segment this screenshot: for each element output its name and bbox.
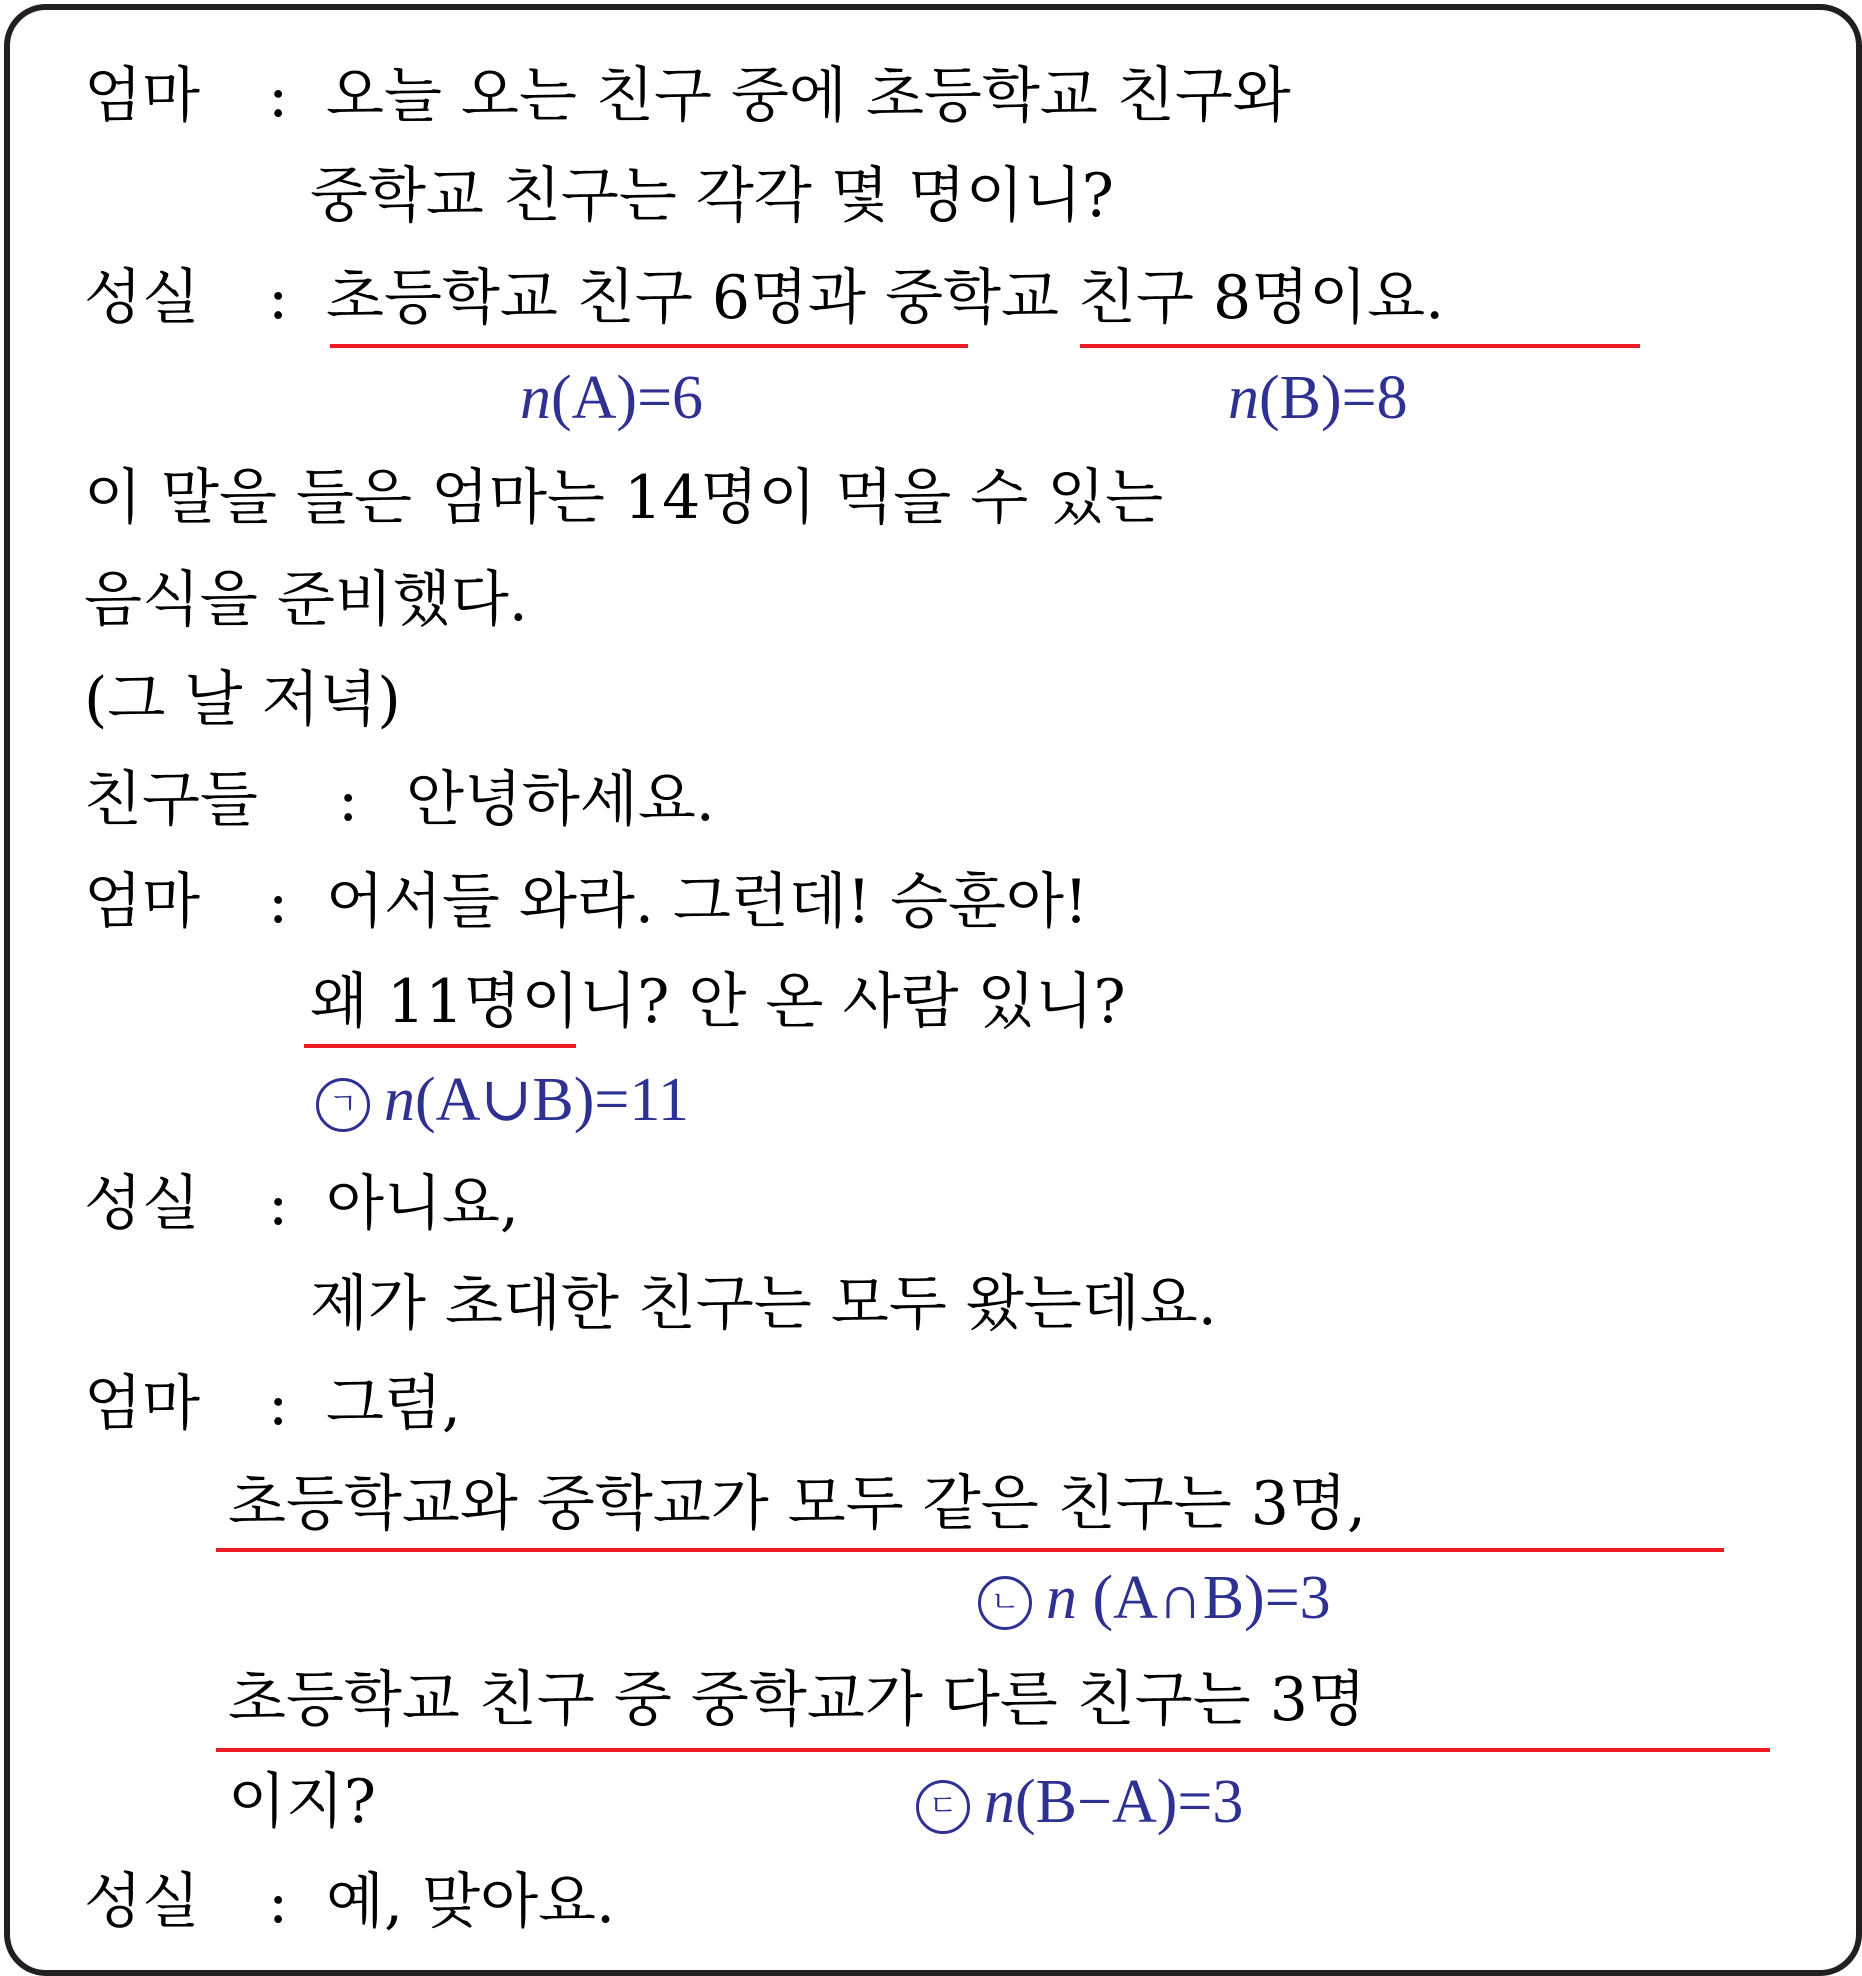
speaker-seongsil: 성실 — [84, 1867, 200, 1937]
colon: : — [268, 1169, 289, 1239]
speaker-mom: 엄마 — [84, 61, 200, 131]
dialogue-text: 예, 맞아요. — [326, 1867, 616, 1937]
colon: : — [268, 263, 289, 333]
colon: : — [268, 61, 289, 131]
colon: : — [268, 867, 289, 937]
why-11-text: 왜 11명 — [310, 967, 522, 1037]
speaker-mom: 엄마 — [84, 1369, 200, 1439]
colon: : — [268, 1867, 289, 1937]
narration: (그 날 저녁) — [84, 665, 401, 735]
dialogue-text: 왜 11명이니? 안 온 사람 있니? — [310, 967, 1126, 1037]
narration: 이 말을 들은 엄마는 14명이 먹을 수 있는 — [84, 463, 1164, 533]
dialogue-text: 중학교 친구는 각각 몇 명이니? — [310, 161, 1114, 231]
underline-why-11 — [304, 1044, 576, 1048]
marker-digeut: ㄷ — [916, 1780, 970, 1834]
dialogue-text: 그럼, — [326, 1369, 461, 1439]
annotation-union: ㄱ n(A∪B)=11 — [316, 1064, 689, 1136]
underline-different-school — [216, 1748, 1770, 1752]
middle-school-friends-text: 중학교 친구 8명 — [885, 263, 1310, 333]
colon: : — [338, 765, 359, 835]
annotation-difference: ㄷ n(B−A)=3 — [916, 1766, 1243, 1838]
dialogue-text: 초등학교 친구 6명과 중학교 친구 8명이요. — [326, 263, 1445, 333]
dialogue-text: 초등학교와 중학교가 모두 같은 친구는 3명, — [228, 1469, 1366, 1539]
underline-middle — [1080, 344, 1640, 348]
dialogue-text: 오늘 오는 친구 중에 초등학교 친구와 — [326, 61, 1291, 131]
dialogue-text: 어서들 와라. 그런데! 승훈아! — [326, 867, 1089, 937]
underline-elementary — [330, 344, 968, 348]
speaker-friends: 친구들 — [84, 765, 258, 835]
speaker-mom: 엄마 — [84, 867, 200, 937]
elementary-friends-text: 초등학교 친구 6명 — [326, 263, 809, 333]
dialogue-text: 이지? — [228, 1767, 377, 1837]
dialogue-text: 안녕하세요. — [406, 765, 715, 835]
speaker-seongsil: 성실 — [84, 1169, 200, 1239]
dialogue-text: 아니요, — [326, 1169, 519, 1239]
speaker-seongsil: 성실 — [84, 263, 200, 333]
marker-giyeok: ㄱ — [316, 1078, 370, 1132]
different-school-text: 초등학교 친구 중 중학교가 다른 친구는 3명 — [228, 1665, 1366, 1735]
narration: 음식을 준비했다. — [84, 565, 528, 635]
marker-nieun: ㄴ — [978, 1576, 1032, 1630]
dialogue-text: 제가 초대한 친구는 모두 왔는데요. — [310, 1269, 1217, 1339]
underline-both-schools — [216, 1548, 1724, 1552]
annotation-intersection: ㄴ n (A∩B)=3 — [978, 1562, 1331, 1634]
annotation-nA: n(A)=6 — [520, 364, 704, 432]
annotation-nB: n(B)=8 — [1228, 364, 1408, 432]
both-schools-text: 초등학교와 중학교가 모두 같은 친구는 3명 — [228, 1469, 1347, 1539]
colon: : — [268, 1369, 289, 1439]
